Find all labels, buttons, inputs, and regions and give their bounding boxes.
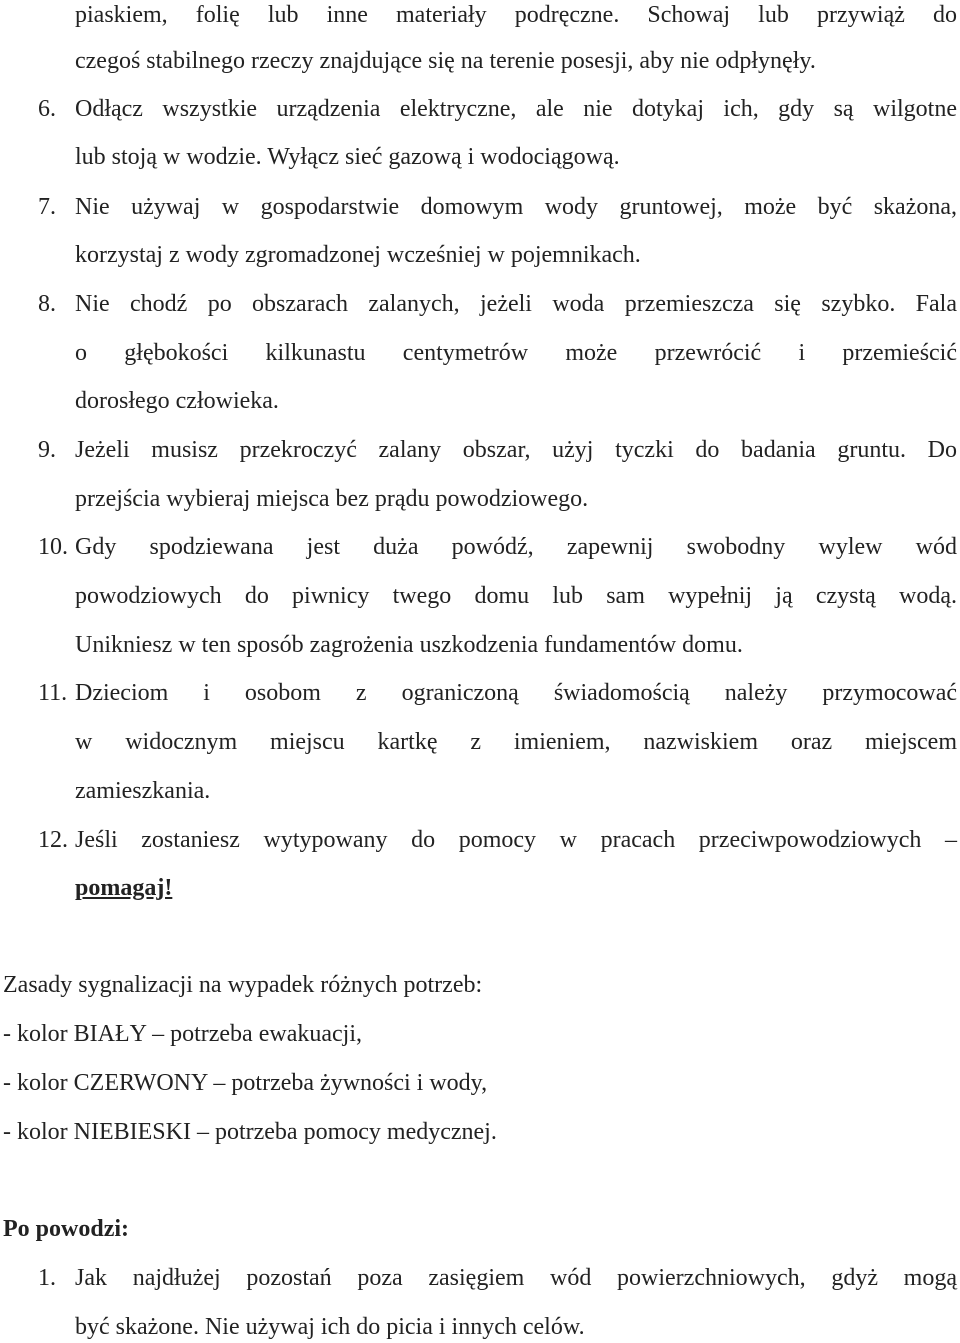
list-item-text: lub stoją w wodzie. Wyłącz sieć gazową i wodociągową. (75, 144, 620, 170)
list-number: 11. (38, 680, 68, 706)
list-number: 7. (38, 194, 56, 220)
list-number: 1. (38, 1265, 56, 1291)
list-item-text: Dzieciom i osobom z ograniczoną świadomością należy przymocować (75, 680, 957, 706)
list-item-text: Unikniesz w ten sposób zagrożenia uszkodzenia fundamentów domu. (75, 632, 743, 658)
text-line: czegoś stabilnego rzeczy znajdujące się na terenie posesji, aby nie odpłynęły. (75, 48, 816, 74)
list-item-text: o głębokości kilkunastu centymetrów może przewrócić i przemieścić (75, 340, 957, 366)
signal-item: - kolor CZERWONY – potrzeba żywności i wody, (3, 1070, 488, 1096)
signal-item: - kolor BIAŁY – potrzeba ewakuacji, (3, 1021, 362, 1047)
list-item-text: Nie używaj w gospodarstwie domowym wody gruntowej, może być skażona, (75, 194, 957, 220)
list-item-text: w widocznym miejscu kartkę z imieniem, nazwiskiem oraz miejscem (75, 729, 957, 755)
list-item-text: korzystaj z wody zgromadzonej wcześniej w pojemnikach. (75, 242, 641, 268)
list-item-text: przejścia wybieraj miejsca bez prądu powodziowego. (75, 486, 589, 512)
emphasis-text: pomagaj! (75, 875, 173, 901)
list-item-text: powodziowych do piwnicy twego domu lub sam wypełnij ją czystą wodą. (75, 583, 957, 609)
list-number: 12. (38, 827, 68, 853)
list-item-text: Jeśli zostaniesz wytypowany do pomocy w pracach przeciwpowodziowych – (75, 827, 957, 853)
text-line: piaskiem, folię lub inne materiały podręczne. Schowaj lub przywiąż do (75, 2, 957, 28)
list-item-text: Gdy spodziewana jest duża powódź, zapewnij swobodny wylew wód (75, 534, 957, 560)
list-number: 8. (38, 291, 56, 317)
section-title: Po powodzi: (3, 1216, 129, 1242)
list-item-text: Odłącz wszystkie urządzenia elektryczne, ale nie dotykaj ich, gdy są wilgotne (75, 96, 957, 122)
list-item-text: Jak najdłużej pozostań poza zasięgiem wód powierzchniowych, gdyż mogą (75, 1265, 957, 1291)
list-number: 6. (38, 96, 56, 122)
section-heading: Zasady sygnalizacji na wypadek różnych potrzeb: (3, 972, 483, 998)
list-item-text: zamieszkania. (75, 778, 211, 804)
list-item-text: dorosłego człowieka. (75, 388, 279, 414)
list-item-text: Jeżeli musisz przekroczyć zalany obszar, użyj tyczki do badania gruntu. Do (75, 437, 957, 463)
list-number: 10. (38, 534, 68, 560)
list-number: 9. (38, 437, 56, 463)
list-item-text: Nie chodź po obszarach zalanych, jeżeli woda przemieszcza się szybko. Fala (75, 291, 957, 317)
list-item-text: być skażone. Nie używaj ich do picia i innych celów. (75, 1314, 585, 1340)
signal-item: - kolor NIEBIESKI – potrzeba pomocy medycznej. (3, 1119, 497, 1145)
